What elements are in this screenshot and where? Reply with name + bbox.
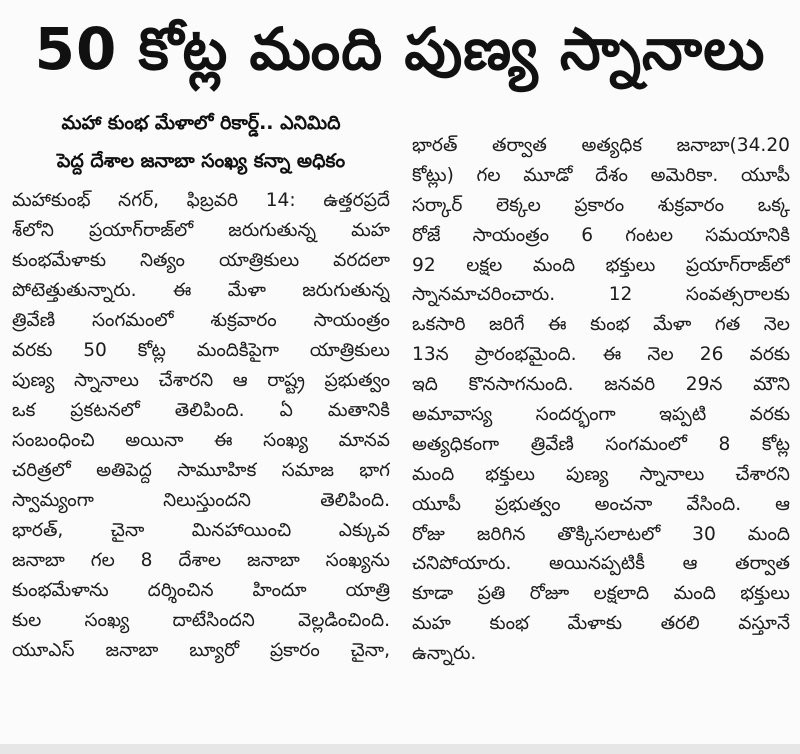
body-line: 13న ప్రారంభమైంది. ఈ నెల 26 వరకు (412, 344, 790, 366)
body-line: మహాకుంభ్ నగర్, ఫిబ్రవరి 14: ఉత్తరప్రదే (12, 190, 390, 211)
body-line: కూడా ప్రతి రోజూ లక్షలాది మంది భక్తులు (412, 583, 790, 605)
body-line: కుంభమేళాను దర్శించిన హిందూ యాత్రి (12, 580, 390, 601)
body-line: స్వామ్యంగా నిలుస్తుందని తెలిపింది. (12, 490, 390, 511)
body-line: శ్‌లోని ప్రయాగ్‌రాజ్‌లో జరుగుతున్న మహ (12, 220, 390, 241)
subheadline-line-1: మహా కుంభ మేళాలో రికార్డ్.. ఎనిమిది (61, 112, 341, 134)
body-line: వరకు 50 కోట్ల మందికిపైగా యాత్రికులు (12, 340, 390, 361)
body-line: త్రివేణి సంగమంలో శుక్రవారం సాయంత్రం (12, 310, 390, 331)
body-line: కుంభమేళాకు నిత్యం యాత్రికులు వరదలా (12, 250, 390, 271)
body-line: ఇది కొనసాగనుంది. జనవరి 29న మౌని (412, 374, 790, 396)
right-column (412, 131, 790, 669)
body-line: చరిత్రలో అతిపెద్ద సామూహిక సమాజ భాగ (12, 460, 390, 481)
body-line: చనిపోయారు. అయినప్పటికీ ఆ తర్వాత (412, 553, 790, 575)
body-line: పుణ్య స్నానాలు చేశారని ఆ రాష్ట్ర ప్రభుత్వం (12, 370, 390, 391)
page-edge (0, 744, 800, 754)
body-line: కుల సంఖ్య దాటేసిందని వెల్లడించింది. (12, 610, 390, 631)
subheadline-line-2: పెద్ద దేశాల జనాబా సంఖ్య కన్నా అధికం (56, 150, 346, 172)
body-line: సంబంధించి అయినా ఈ సంఖ్య మానవ (12, 430, 390, 451)
headline: 50 కోట్ల మంది పుణ్య స్నానాలు (34, 15, 766, 83)
body-line: యూఎస్ జనాబా బ్యూరో ప్రకారం చైనా, (12, 640, 390, 661)
body-line: మహ కుంభ మేళాకు తరలి వస్తూనే (412, 613, 790, 635)
body-line: ఉన్నారు. (412, 643, 477, 665)
body-line: సర్కార్ లెక్కల ప్రకారం శుక్రవారం ఒక్క (412, 194, 790, 216)
body-line: అమావాస్య సందర్భంగా ఇప్పటి వరకు (412, 404, 790, 426)
body-line: కోట్లు) గల మూడో దేశం అమెరికా. యూపీ (412, 164, 790, 186)
body-line: రోజు జరిగిన తొక్కిసలాటలో 30 మంది (412, 523, 790, 545)
body-line: స్నానమాచరించారు. 12 సంవత్సరాలకు (412, 284, 790, 306)
left-column (12, 104, 390, 666)
body-line: భారత్ తర్వాత అత్యధిక జనాబా(34.20 (412, 135, 790, 156)
body-line: భారత్, చైనా మినహాయించి ఎక్కువ (12, 520, 390, 541)
body-line: జనాబా గల 8 దేశాల జనాబా సంఖ్యను (12, 550, 390, 571)
body-line: ఒకసారి జరిగే ఈ కుంభ మేళా గత నెల (412, 314, 790, 336)
body-line: మంది భక్తులు పుణ్య స్నానాలు చేశారని (412, 463, 790, 485)
body-line: పోటెత్తుతున్నారు. ఈ మేళా జరుగుతున్న (12, 280, 390, 301)
body-line: యూపీ ప్రభుత్వం అంచనా వేసింది. ఆ (412, 493, 790, 515)
left-column-body (12, 186, 390, 666)
body-line: రోజే సాయంత్రం 6 గంటల సమయానికి (412, 224, 790, 246)
body-line: అత్యధికంగా త్రివేణి సంగమంలో 8 కోట్ల (412, 433, 790, 455)
body-line: 92 లక్షల మంది భక్తులు ప్రయాగ్‌రాజ్‌లో (412, 254, 790, 276)
body-line: ఒక ప్రకటనలో తెలిపింది. ఏ మతానికి (12, 400, 390, 421)
